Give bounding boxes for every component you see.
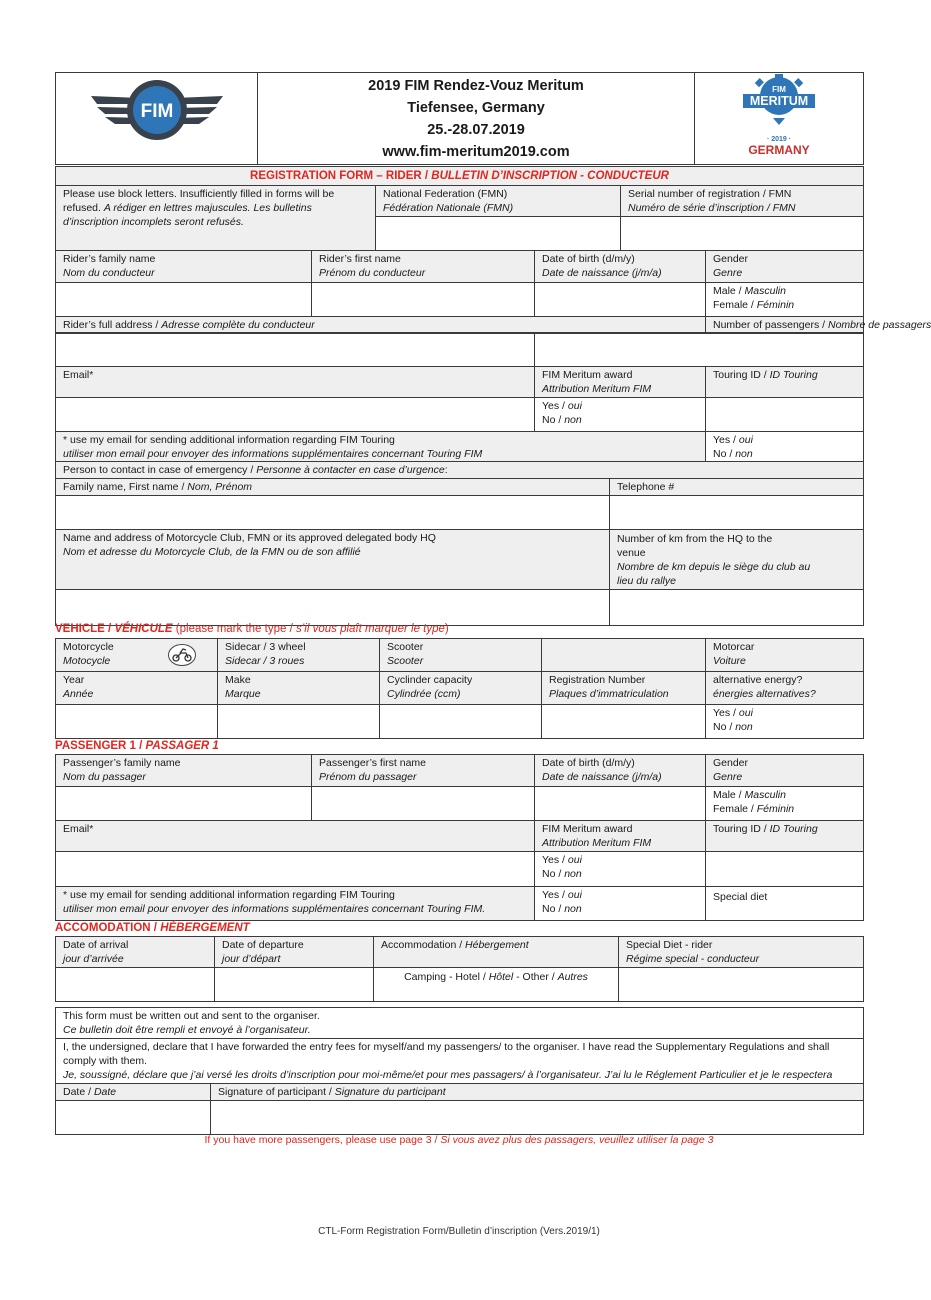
telephone-field[interactable] [610,496,864,530]
meritum-logo-cell [695,73,864,165]
date-field[interactable] [56,1101,211,1135]
rider-consent-options[interactable]: Yes / oui No / non [706,432,864,463]
form-title: REGISTRATION FORM – RIDER / BULLETIN D’INSCRIPTION - CONDUCTEUR [56,167,864,186]
emergency-contact [55,461,864,626]
svg-text:FIM: FIM [772,85,786,94]
rider-first-label: Rider’s first name Prénom du conducteur [312,251,535,283]
rider-address-label: Rider’s full address / Adresse complète du conducteur [56,317,706,334]
declaration-table [55,1007,864,1135]
cylinder-label: Cyclinder capacity Cylindrée (ccm) [380,672,542,705]
rider-touring-label: Touring ID / ID Touring [706,367,864,398]
passenger-award-label: FIM Meritum award Attribution Meritum FIM [535,821,706,852]
passenger-diet-label: Special diet [713,891,768,903]
accommodation-heading: ACCOMODATION / HÉBERGEMENT [55,922,250,934]
event-dates: 25.-28.07.2019 [427,122,525,138]
vehicle-sidecar-option[interactable]: Sidecar / 3 wheel Sidecar / 3 roues [218,639,380,672]
rider-consent-label: * use my email for sending additional information regarding FIM Touring utiliser mon email pour envoyer des informations supplémentaires concernant Touring FIM [56,432,706,463]
signature-field[interactable] [211,1101,864,1135]
instructions: Please use block letters. Insufficiently filled in forms will be refused. A rédiger en lettres majuscules. Les bulletins d’inscription incomplets seront refusés. [56,186,376,251]
date-label: Date / Date [56,1084,211,1101]
rider-diet-field[interactable] [619,968,864,1002]
rider-email-field[interactable] [56,398,535,432]
rider-contact [55,332,864,432]
meritum-logo [739,74,819,156]
event-title: 2019 FIM Rendez-Vouz Meritum [368,78,584,94]
registration-label: Registration Number Plaques d’immatriculation [542,672,706,705]
fim-logo [87,74,227,146]
make-label: Make Marque [218,672,380,705]
submission-note: This form must be written out and sent to the organiser. Ce bulletin doit être rempli et envoyé à l’organisateur. [56,1008,864,1039]
passenger-dob-field[interactable] [535,787,706,821]
serial-field[interactable] [621,217,864,251]
accommodation-label: Accommodation / Hébergement [374,937,619,968]
event-info [258,73,695,165]
passenger-touring-label: Touring ID / ID Touring [706,821,864,852]
km-field[interactable] [610,590,864,626]
club-field[interactable] [56,590,610,626]
alt-energy-options[interactable]: Yes / oui No / non [706,705,864,739]
header-table [55,72,864,165]
vehicle-motorcar-option[interactable]: Motorcar Voiture [706,639,864,672]
more-passengers-note: If you have more passengers, please use page 3 / Si vous avez plus des passagers, veuillez utiliser la page 3 [204,1134,714,1146]
year-label: Year Année [56,672,218,705]
serial-label: Serial number of registration / FMN Numéro de série d’inscription / FMN [621,186,864,217]
registration-field[interactable] [542,705,706,739]
passenger-email-label: Email* [56,821,535,852]
svg-text:GERMANY: GERMANY [748,143,810,157]
svg-text:· 2019 ·: · 2019 · [766,136,792,143]
passenger-email-field[interactable] [56,852,535,887]
passenger-family-label: Passenger’s family name Nom du passager [56,755,312,787]
make-field[interactable] [218,705,380,739]
vehicle-scooter-option[interactable]: Scooter Scooter [380,639,542,672]
motorcycle-icon [167,643,197,667]
rider-address-field[interactable] [56,333,535,367]
departure-label: Date of departure jour d’départ [215,937,374,968]
vehicle-heading: VEHICLE / VÉHICULE (please mark the type / s’il vous plaît marquer le type) [55,623,449,635]
arrival-label: Date of arrival jour d’arrivée [56,937,215,968]
passenger-gender-label: Gender Genre [706,755,864,787]
federation-field[interactable] [376,217,621,251]
event-website[interactable]: www.fim-meritum2019.com [382,144,570,160]
passenger-first-label: Passenger’s first name Prénom du passager [312,755,535,787]
passenger-family-field[interactable] [56,787,312,821]
vehicle-table [55,638,864,739]
emergency-label: Person to contact in case of emergency / Personne à contacter en case d’urgence: [56,462,864,479]
rider-award-options[interactable]: Yes / oui No / non [535,398,706,432]
passenger-heading: PASSENGER 1 / PASSAGER 1 [55,740,219,752]
accommodation-options[interactable]: Camping - Hotel / Hôtel - Other / Autres [374,968,619,1002]
passenger-identity [55,754,864,821]
declaration-text: I, the undersigned, declare that I have forwarded the entry fees for myself/and my passengers/ to the organiser. I have read the Supplementary Regulations and shall comply with them. Je, soussigné, déclare que j’ai versé les droits d’inscription pour moi-même/et pour mes passagers/ à l’organisateur. J’ai lu le Réglement Particulier et je le respectera [56,1039,864,1084]
passenger-award-options[interactable]: Yes / oui No / non [535,852,706,887]
telephone-label: Telephone # [610,479,864,496]
departure-field[interactable] [215,968,374,1002]
event-place: Tiefensee, Germany [407,100,545,116]
passenger-consent-options[interactable]: Yes / oui No / non [535,887,706,921]
rider-gender-label: Gender Genre [706,251,864,283]
rider-diet-label: Special Diet - rider Régime special - conducteur [619,937,864,968]
vehicle-blank-cell [542,639,706,672]
arrival-field[interactable] [56,968,215,1002]
rider-dob-label: Date of birth (d/m/y) Date de naissance (j/m/a) [535,251,706,283]
rider-email-label: Email* [56,367,535,398]
passenger-touring-field[interactable] [706,852,864,887]
svg-text:FIM: FIM [140,101,173,122]
passenger-contact [55,820,864,921]
accommodation-table [55,936,864,1002]
year-field[interactable] [56,705,218,739]
page-footer: CTL-Form Registration Form/Bulletin d’inscription (Vers.2019/1) [318,1226,600,1237]
rider-family-field[interactable] [56,283,312,317]
rider-gender-options[interactable]: Male / Masculin Female / Féminin [706,283,864,317]
alt-energy-label: alternative energy? énergies alternatives? [706,672,864,705]
rider-consent [55,431,864,463]
svg-text:MERITUM: MERITUM [749,94,809,108]
rider-form-top [55,166,864,251]
km-label: Number of km from the HQ to the venue Nombre de km depuis le siège du club au lieu du rallye [610,530,864,590]
cylinder-field[interactable] [380,705,542,739]
contact-name-label: Family name, First name / Nom, Prénom [56,479,610,496]
rider-identity [55,250,931,334]
rider-family-label: Rider’s family name Nom du conducteur [56,251,312,283]
passenger-dob-label: Date of birth (d/m/y) Date de naissance (j/m/a) [535,755,706,787]
club-label: Name and address of Motorcycle Club, FMN or its approved delegated body HQ Nom et adresse du Motorcycle Club, de la FMN ou de son affilié [56,530,610,590]
passengers-label: Number of passengers / Nombre de passagers [706,317,864,334]
rider-dob-field[interactable] [535,283,706,317]
federation-label: National Federation (FMN) Fédération Nationale (FMN) [376,186,621,217]
contact-name-field[interactable] [56,496,610,530]
rider-first-field[interactable] [312,283,535,317]
passengers-field[interactable] [535,333,864,367]
rider-touring-field[interactable] [706,398,864,432]
passenger-gender-options[interactable]: Male / Masculin Female / Féminin [706,787,864,821]
passenger-first-field[interactable] [312,787,535,821]
vehicle-motorcycle-option[interactable]: Motorcycle Motocycle [56,639,218,672]
passenger-diet-field[interactable] [706,887,864,921]
signature-label: Signature of participant / Signature du participant [211,1084,864,1101]
passenger-consent-label: * use my email for sending additional information regarding FIM Touring utiliser mon email pour envoyer des informations supplémentaires concernant Touring FIM. [56,887,535,921]
rider-award-label: FIM Meritum award Attribution Meritum FIM [535,367,706,398]
fim-logo-cell [56,73,258,165]
